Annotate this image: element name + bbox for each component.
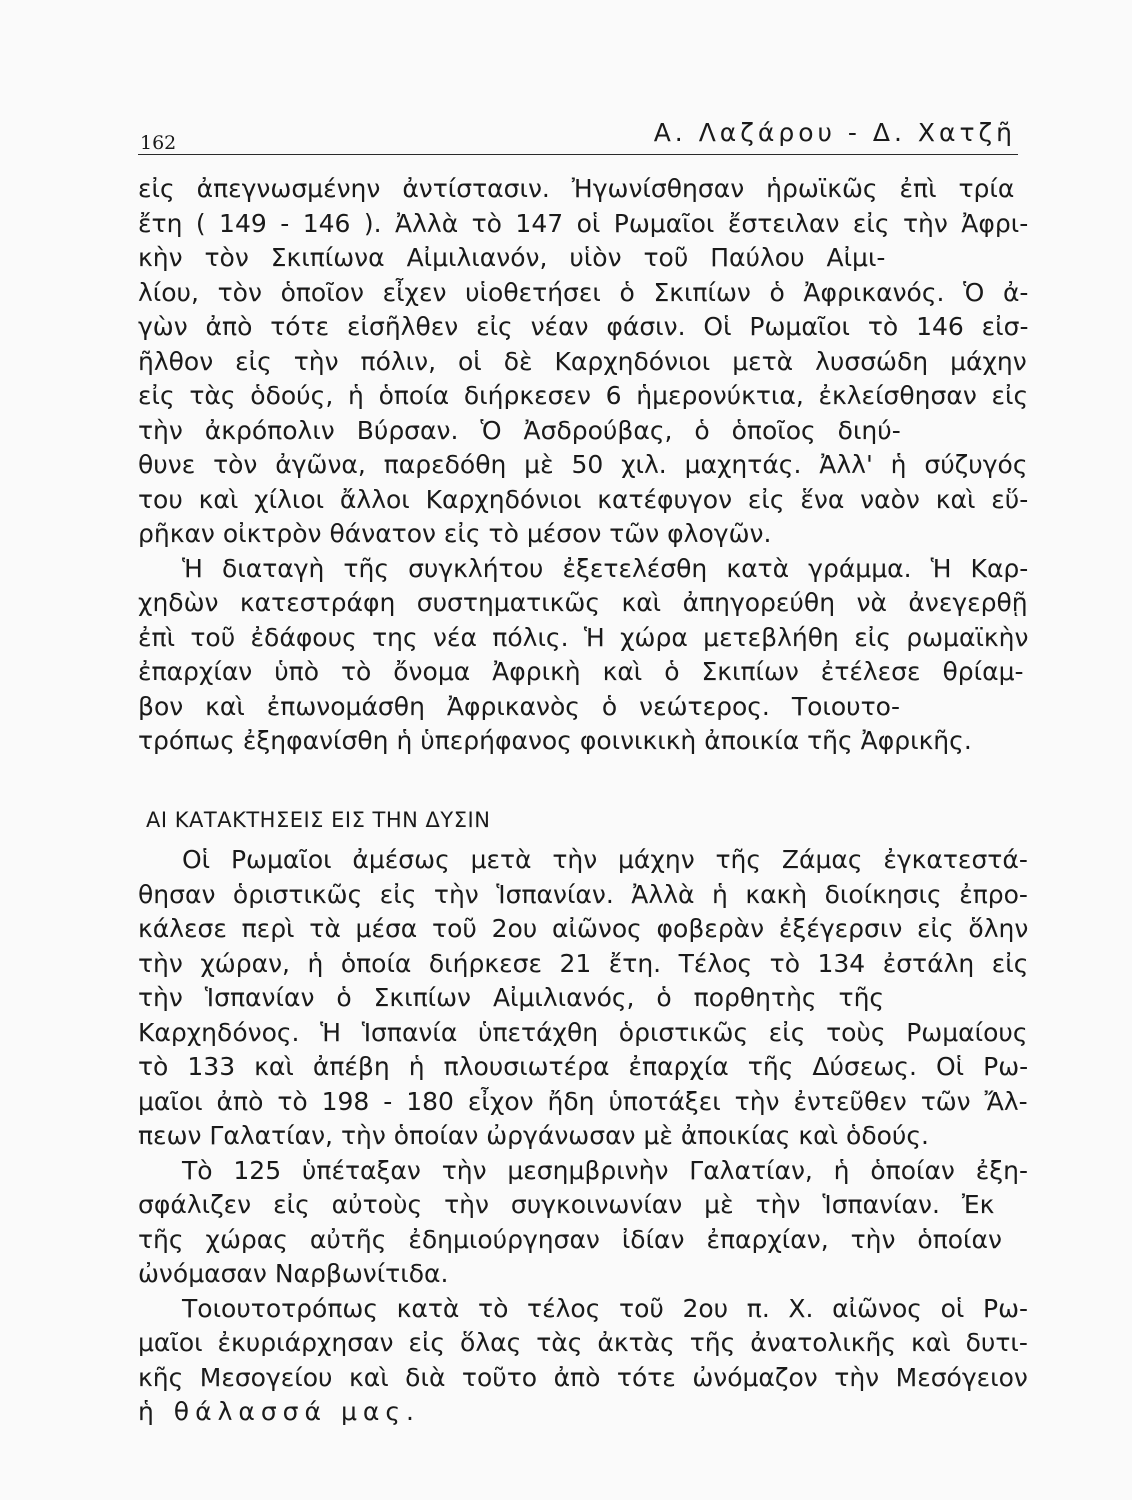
text-line: χηδὼν κατεστράφη συστηματικῶς καὶ ἀπηγορεύθη νὰ ἀνεγερθῇ (138, 588, 1028, 617)
text-line: του καὶ χίλιοι ἄλλοι Καρχηδόνιοι κατέφυγον εἰς ἕνα ναὸν καὶ εὕ- (138, 484, 1029, 514)
text-line: τὴν Ἱσπανίαν ὁ Σκιπίων Αἰμιλιανός, ὁ πορθητὴς τῆς (138, 983, 885, 1012)
text-line: τῆς χώρας αὐτῆς ἐδημιούργησαν ἰδίαν ἐπαρχίαν, τὴν ὁποίαν (138, 1224, 1002, 1254)
text-line: εἰς ἀπεγνωσμένην ἀντίστασιν. Ἠγωνίσθησαν ἡρωϊκῶς ἐπὶ τρία (138, 174, 1015, 203)
text-line: ἡ θάλασσά μας. (138, 1397, 420, 1426)
text-line: γὼν ἀπὸ τότε εἰσῆλθεν εἰς νέαν φάσιν. Οἱ Ρωμαῖοι τὸ 146 εἰσ- (138, 312, 1029, 341)
paragraph-5 (138, 1292, 1028, 1430)
text-line: κῆς Μεσογείου καὶ διὰ τοῦτο ἀπὸ τότε ὠνόμαζον τὴν Μεσόγειον (138, 1362, 1028, 1392)
text-line: ὠνόμασαν Ναρβωνίτιδα. (138, 1259, 449, 1288)
text-line: κάλεσε περὶ τὰ μέσα τοῦ 2ου αἰῶνος φοβερὰν ἐξέγερσιν εἰς ὅλην (138, 914, 1029, 943)
text-line: ῆλθον εἰς τὴν πόλιν, οἱ δὲ Καρχηδόνιοι μετὰ λυσσώδη μάχην (138, 346, 1027, 376)
text-line: ἔτη ( 149 - 146 ). Ἀλλὰ τὸ 147 οἱ Ρωμαῖοι ἔστειλαν εἰς τὴν Ἀφρι- (138, 208, 1029, 238)
text-line: τὴν χώραν, ἡ ὁποία διήρκεσε 21 ἔτη. Τέλος τὸ 134 ἐστάλη εἰς (138, 948, 1029, 978)
text-line: Οἱ Ρωμαῖοι ἀμέσως μετὰ τὴν μάχην τῆς Ζάμας ἐγκατεστά- (182, 845, 1028, 874)
paragraph-2 (138, 552, 1028, 759)
section-heading: ΑΙ ΚΑΤΑΚΤΗΣΕΙΣ ΕΙΣ ΤΗΝ ΔΥΣΙΝ (146, 808, 491, 832)
paragraph-4 (138, 1154, 1028, 1292)
text-line: πεων Γαλατίαν, τὴν ὁποίαν ὠργάνωσαν μὲ ἀποικίας καὶ ὁδούς. (138, 1121, 929, 1150)
text-line: κὴν τὸν Σκιπίωνα Αἰμιλιανόν, υἱὸν τοῦ Παύλου Αἰμι- (138, 243, 886, 272)
text-line: τὸ 133 καὶ ἀπέβη ἡ πλουσιωτέρα ἐπαρχία τῆς Δύσεως. Οἱ Ρω- (138, 1052, 1029, 1081)
text-line: Τὸ 125 ὑπέταξαν τὴν μεσημβρινὴν Γαλατίαν, ἡ ὁποίαν ἐξη- (182, 1155, 1029, 1185)
text-line: εἰς τὰς ὁδούς, ἡ ὁποία διήρκεσεν 6 ἡμερονύκτια, ἐκλείσθησαν εἰς (138, 381, 1029, 410)
paragraph-3 (138, 843, 1028, 1154)
text-line: Καρχηδόνος. Ἡ Ἱσπανία ὑπετάχθη ὁριστικῶς εἰς τοὺς Ρωμαίους (138, 1017, 1028, 1047)
text-line: ρῆκαν οἰκτρὸν θάνατον εἰς τὸ μέσον τῶν φλογῶν. (138, 519, 772, 548)
text-line: λίου, τὸν ὁποῖον εἶχεν υἱοθετήσει ὁ Σκιπίων ὁ Ἀφρικανός. Ὁ ἀ- (138, 277, 1029, 307)
text-line: μαῖοι ἀπὸ τὸ 198 - 180 εἶχον ἤδη ὑποτάξει τὴν ἐντεῦθεν τῶν Ἄλ- (138, 1086, 1028, 1116)
page-header (138, 108, 1018, 155)
paragraph-1 (138, 172, 1028, 552)
text-line: σφάλιζεν εἰς αὐτοὺς τὴν συγκοινωνίαν μὲ τὴν Ἱσπανίαν. Ἐκ (138, 1190, 995, 1219)
main-text-block-2 (138, 843, 1028, 1430)
main-text-block-1 (138, 172, 1028, 759)
text-line: Ἡ διαταγὴ τῆς συγκλήτου ἐξετελέσθη κατὰ γράμμα. Ἡ Καρ- (182, 553, 1029, 583)
text-line: τὴν ἀκρόπολιν Βύρσαν. Ὁ Ἀσδρούβας, ὁ ὁποῖος διηύ- (138, 415, 901, 445)
text-line: θυνε τὸν ἀγῶνα, παρεδόθη μὲ 50 χιλ. μαχητάς. Ἀλλ' ἡ σύζυγός (138, 450, 1028, 479)
page-number: 162 (140, 132, 177, 154)
text-line: ἐπὶ τοῦ ἐδάφους της νέα πόλις. Ἡ χώρα μετεβλήθη εἰς ρωμαϊκὴν (138, 622, 1029, 652)
running-head: Α. Λαζάρου - Δ. Χατζῆ (653, 118, 1016, 147)
text-line: βον καὶ ἐπωνομάσθη Ἀφρικανὸς ὁ νεώτερος. Τοιουτο- (138, 691, 900, 721)
text-line: τρόπως ἐξηφανίσθη ἡ ὑπερήφανος φοινικικὴ ἀποικία τῆς Ἀφρικῆς. (138, 726, 972, 755)
text-line: ἐπαρχίαν ὑπὸ τὸ ὄνομα Ἀφρικὴ καὶ ὁ Σκιπίων ἐτέλεσε θρίαμ- (138, 657, 1024, 686)
text-line: μαῖοι ἐκυριάρχησαν εἰς ὅλας τὰς ἀκτὰς τῆς ἀνατολικῆς καὶ δυτι- (138, 1328, 1028, 1357)
text-line: Τοιουτοτρόπως κατὰ τὸ τέλος τοῦ 2ου π. Χ. αἰῶνος οἱ Ρω- (182, 1293, 1029, 1323)
text-line: θησαν ὁριστικῶς εἰς τὴν Ἱσπανίαν. Ἀλλὰ ἡ κακὴ διοίκησις ἐπρο- (138, 879, 1028, 909)
